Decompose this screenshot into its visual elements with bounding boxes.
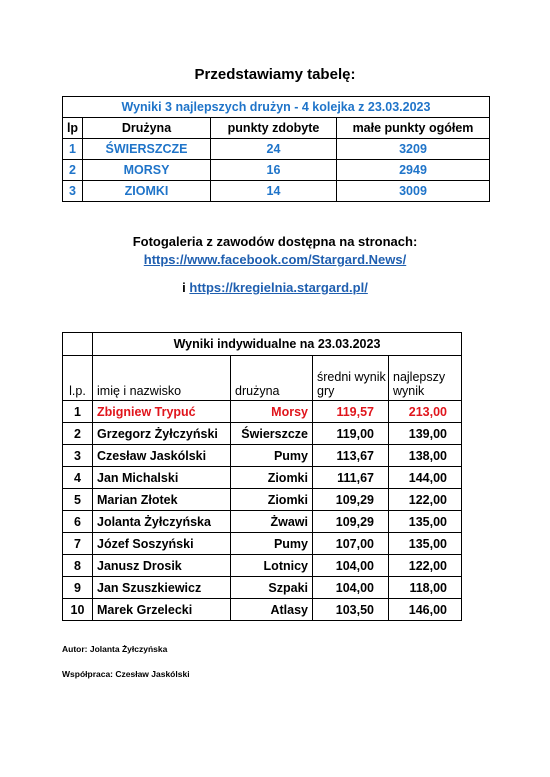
table-row	[63, 423, 462, 445]
ind-name: Janusz Drosik	[93, 555, 231, 577]
team-lp: 3	[63, 181, 83, 202]
table-row	[63, 445, 462, 467]
team-points: 14	[211, 181, 337, 202]
team-name: ZIOMKI	[83, 181, 211, 202]
team-table-caption-row	[63, 97, 490, 118]
ind-team: Pumy	[231, 533, 313, 555]
ind-avg: 103,50	[313, 599, 389, 621]
table-row	[63, 467, 462, 489]
individual-header-row	[63, 356, 462, 401]
ind-lp: 6	[63, 511, 93, 533]
ind-team: Morsy	[231, 401, 313, 423]
ind-name: Zbigniew Trypuć	[93, 401, 231, 423]
individual-caption-row	[63, 333, 462, 356]
ind-name: Jolanta Żyłczyńska	[93, 511, 231, 533]
ind-lp: 3	[63, 445, 93, 467]
ind-best: 146,00	[389, 599, 462, 621]
ind-avg: 104,00	[313, 577, 389, 599]
ind-name: Czesław Jaskólski	[93, 445, 231, 467]
header-lp: l.p.	[63, 356, 93, 401]
team-header-lp: lp	[63, 118, 83, 139]
individual-rows	[63, 401, 462, 621]
ind-name: Jan Szuszkiewicz	[93, 577, 231, 599]
ind-best: 135,00	[389, 511, 462, 533]
kregielnia-link[interactable]: https://kregielnia.stargard.pl/	[189, 280, 368, 295]
ind-lp: 5	[63, 489, 93, 511]
facebook-link[interactable]: https://www.facebook.com/Stargard.News/	[143, 252, 407, 267]
author-credit: Autor: Jolanta Żyłczyńska	[62, 644, 168, 654]
ind-team: Ziomki	[231, 467, 313, 489]
ind-team: Szpaki	[231, 577, 313, 599]
team-small-points: 2949	[337, 160, 490, 181]
team-small-points: 3209	[337, 139, 490, 160]
ind-best: 138,00	[389, 445, 462, 467]
team-results-table	[62, 96, 490, 202]
table-row	[63, 160, 490, 181]
ind-best: 144,00	[389, 467, 462, 489]
table-row	[63, 489, 462, 511]
ind-best: 122,00	[389, 489, 462, 511]
table-row	[63, 401, 462, 423]
ind-avg: 119,00	[313, 423, 389, 445]
ind-avg: 104,00	[313, 555, 389, 577]
ind-team: Świerszcze	[231, 423, 313, 445]
header-best: najlepszy wynik	[389, 356, 462, 401]
ind-lp: 8	[63, 555, 93, 577]
ind-lp: 2	[63, 423, 93, 445]
ind-lp: 10	[63, 599, 93, 621]
ind-name: Grzegorz Żyłczyński	[93, 423, 231, 445]
team-lp: 2	[63, 160, 83, 181]
table-row	[63, 511, 462, 533]
ind-lp: 4	[63, 467, 93, 489]
team-table-header-row	[63, 118, 490, 139]
caption-spacer-cell	[63, 333, 93, 356]
team-points: 24	[211, 139, 337, 160]
ind-team: Ziomki	[231, 489, 313, 511]
ind-name: Józef Soszyński	[93, 533, 231, 555]
individual-results-table	[62, 332, 462, 621]
ind-team: Lotnicy	[231, 555, 313, 577]
individual-table-caption: Wyniki indywidualne na 23.03.2023	[93, 333, 462, 356]
ind-avg: 119,57	[313, 401, 389, 423]
ind-best: 139,00	[389, 423, 462, 445]
table-row	[63, 555, 462, 577]
team-small-points: 3009	[337, 181, 490, 202]
ind-name: Marek Grzelecki	[93, 599, 231, 621]
ind-lp: 1	[63, 401, 93, 423]
gallery-text: Fotogaleria z zawodów dostępna na stronach:	[132, 234, 418, 249]
ind-avg: 111,67	[313, 467, 389, 489]
table-row	[63, 533, 462, 555]
ind-avg: 109,29	[313, 511, 389, 533]
gallery-and-text: i	[182, 280, 190, 295]
ind-team: Żwawi	[231, 511, 313, 533]
table-row	[63, 139, 490, 160]
team-header-team: Drużyna	[83, 118, 211, 139]
header-name: imię i nazwisko	[93, 356, 231, 401]
team-name: ŚWIERSZCZE	[83, 139, 211, 160]
table-row	[63, 181, 490, 202]
team-table-caption: Wyniki 3 najlepszych drużyn - 4 kolejka z 23.03.2023	[63, 97, 490, 118]
header-avg: średni wynik gry	[313, 356, 389, 401]
team-name: MORSY	[83, 160, 211, 181]
team-lp: 1	[63, 139, 83, 160]
cooperation-credit: Współpraca: Czesław Jaskólski	[62, 669, 190, 679]
table-row	[63, 599, 462, 621]
ind-best: 118,00	[389, 577, 462, 599]
page-title: Przedstawiamy tabelę:	[194, 66, 356, 83]
team-header-small-points: małe punkty ogółem	[337, 118, 490, 139]
ind-name: Marian Złotek	[93, 489, 231, 511]
header-team: drużyna	[231, 356, 313, 401]
ind-name: Jan Michalski	[93, 467, 231, 489]
table-row	[63, 577, 462, 599]
ind-best: 213,00	[389, 401, 462, 423]
ind-best: 135,00	[389, 533, 462, 555]
ind-lp: 9	[63, 577, 93, 599]
ind-team: Pumy	[231, 445, 313, 467]
ind-avg: 113,67	[313, 445, 389, 467]
ind-best: 122,00	[389, 555, 462, 577]
ind-lp: 7	[63, 533, 93, 555]
ind-avg: 109,29	[313, 489, 389, 511]
ind-avg: 107,00	[313, 533, 389, 555]
team-points: 16	[211, 160, 337, 181]
team-header-points: punkty zdobyte	[211, 118, 337, 139]
ind-team: Atlasy	[231, 599, 313, 621]
